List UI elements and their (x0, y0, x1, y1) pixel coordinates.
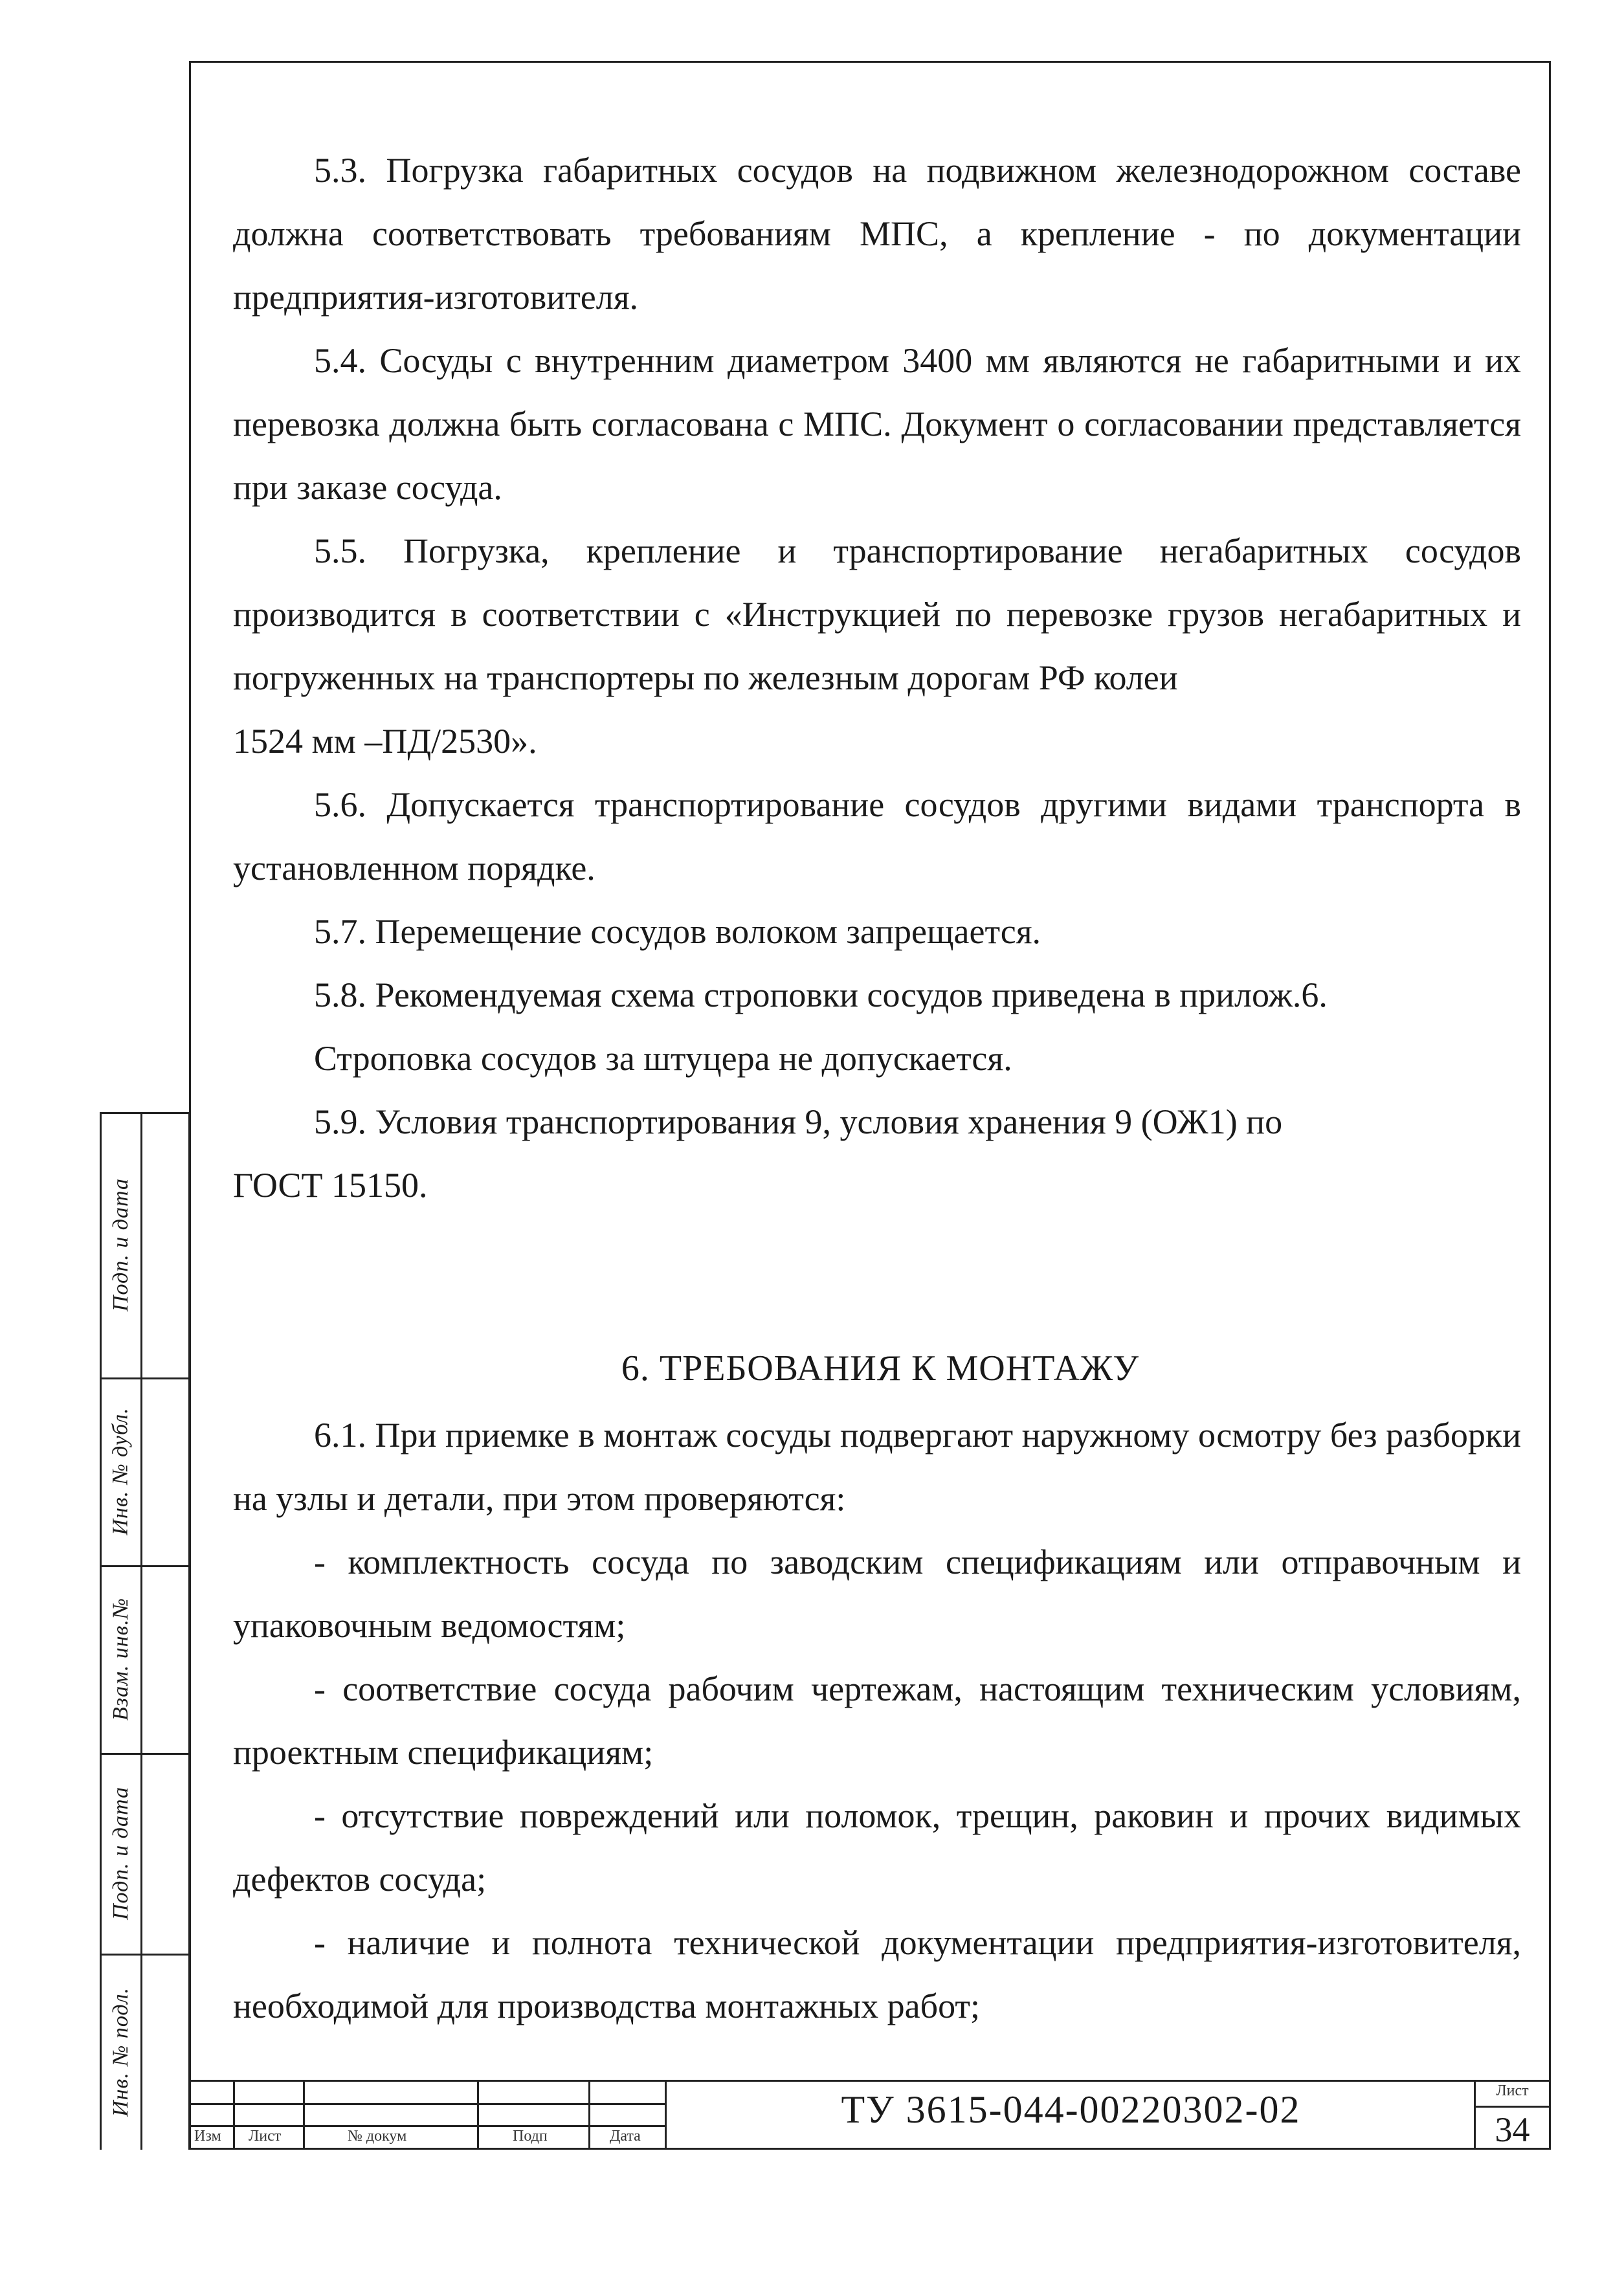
margin-label-orig-inv: Инв. № подл. (109, 1987, 133, 2117)
margin-label-sign-date-2: Подп. и дата (109, 1787, 133, 1920)
caption-change: Изм (194, 2128, 221, 2145)
list-item-completeness: - комплектность сосуда по заводским спецификациям или отправочным и упаковочным ведомостям; (233, 1543, 1521, 1645)
title-block (189, 2081, 1551, 2150)
section-6-heading: 6. ТРЕБОВАНИЯ К МОНТАЖУ (621, 1348, 1140, 1388)
list-item-defects: - отсутствие повреждений или поломок, трещин, раковин и прочих видимых дефектов сосуда; (233, 1796, 1521, 1899)
caption-date: Дата (610, 2128, 641, 2145)
paragraph-5-8-cont: Строповка сосудов за штуцера не допускается. (314, 1039, 1012, 1078)
paragraph-5-9: 5.9. Условия транспортирования 9, условия хранения 9 (ОЖ1) по (314, 1102, 1283, 1141)
paragraph-5-5: 5.5. Погрузка, крепление и транспортирование негабаритных сосудов производится в соответствии с «Инструкцией по перевозке грузов негабаритных и погруженных на транспортеры по железным дорогам РФ колеи (233, 531, 1521, 697)
paragraph-5-8: 5.8. Рекомендуемая схема строповки сосудов приведена в прилож.6. (314, 975, 1328, 1014)
caption-signature: Подп (513, 2128, 548, 2145)
margin-stamp-table (100, 1112, 190, 2150)
paragraph-5-3: 5.3. Погрузка габаритных сосудов на подвижном железнодорожном составе должна соответствовать требованиям МПС, а крепление - по документации предприятия-изготовителя. (233, 151, 1521, 317)
section-5-text (233, 139, 1521, 1217)
margin-label-repl-inv: Взам. инв.№ (109, 1598, 133, 1721)
section-6-text (233, 1403, 1521, 2038)
list-item-conformity: - соответствие сосуда рабочим чертежам, настоящим техническим условиям, проектным спецификациям; (233, 1669, 1521, 1772)
paragraph-5-9-cont: ГОСТ 15150. (233, 1166, 428, 1205)
paragraph-5-6: 5.6. Допускается транспортирование сосудов другими видами транспорта в установленном порядке. (233, 785, 1521, 887)
paragraph-5-7: 5.7. Перемещение сосудов волоком запрещается. (314, 912, 1041, 951)
list-item-documentation: - наличие и полнота технической документации предприятия-изготовителя, необходимой для производства монтажных работ; (233, 1923, 1521, 2025)
paragraph-5-5-cont: 1524 мм –ПД/2530». (233, 722, 537, 761)
caption-doc-no: № докум (348, 2128, 407, 2145)
margin-label-dup-inv: Инв. № дубл. (109, 1407, 133, 1535)
caption-sheet: Лист (249, 2128, 282, 2145)
document-number: ТУ 3615-044-00220302-02 (841, 2088, 1301, 2131)
paragraph-6-1: 6.1. При приемке в монтаж сосуды подвергают наружному осмотру без разборки на узлы и детали, при этом проверяются: (233, 1416, 1521, 1518)
sheet-number: 34 (1495, 2110, 1530, 2149)
paragraph-5-4: 5.4. Сосуды с внутренним диаметром 3400 мм являются не габаритными и их перевозка должна быть согласована с МПС. Документ о согласовании представляется при заказе сосуда. (233, 341, 1521, 507)
sheet-caption: Лист (1496, 2082, 1529, 2099)
margin-label-sign-date-1: Подп. и дата (109, 1178, 133, 1311)
